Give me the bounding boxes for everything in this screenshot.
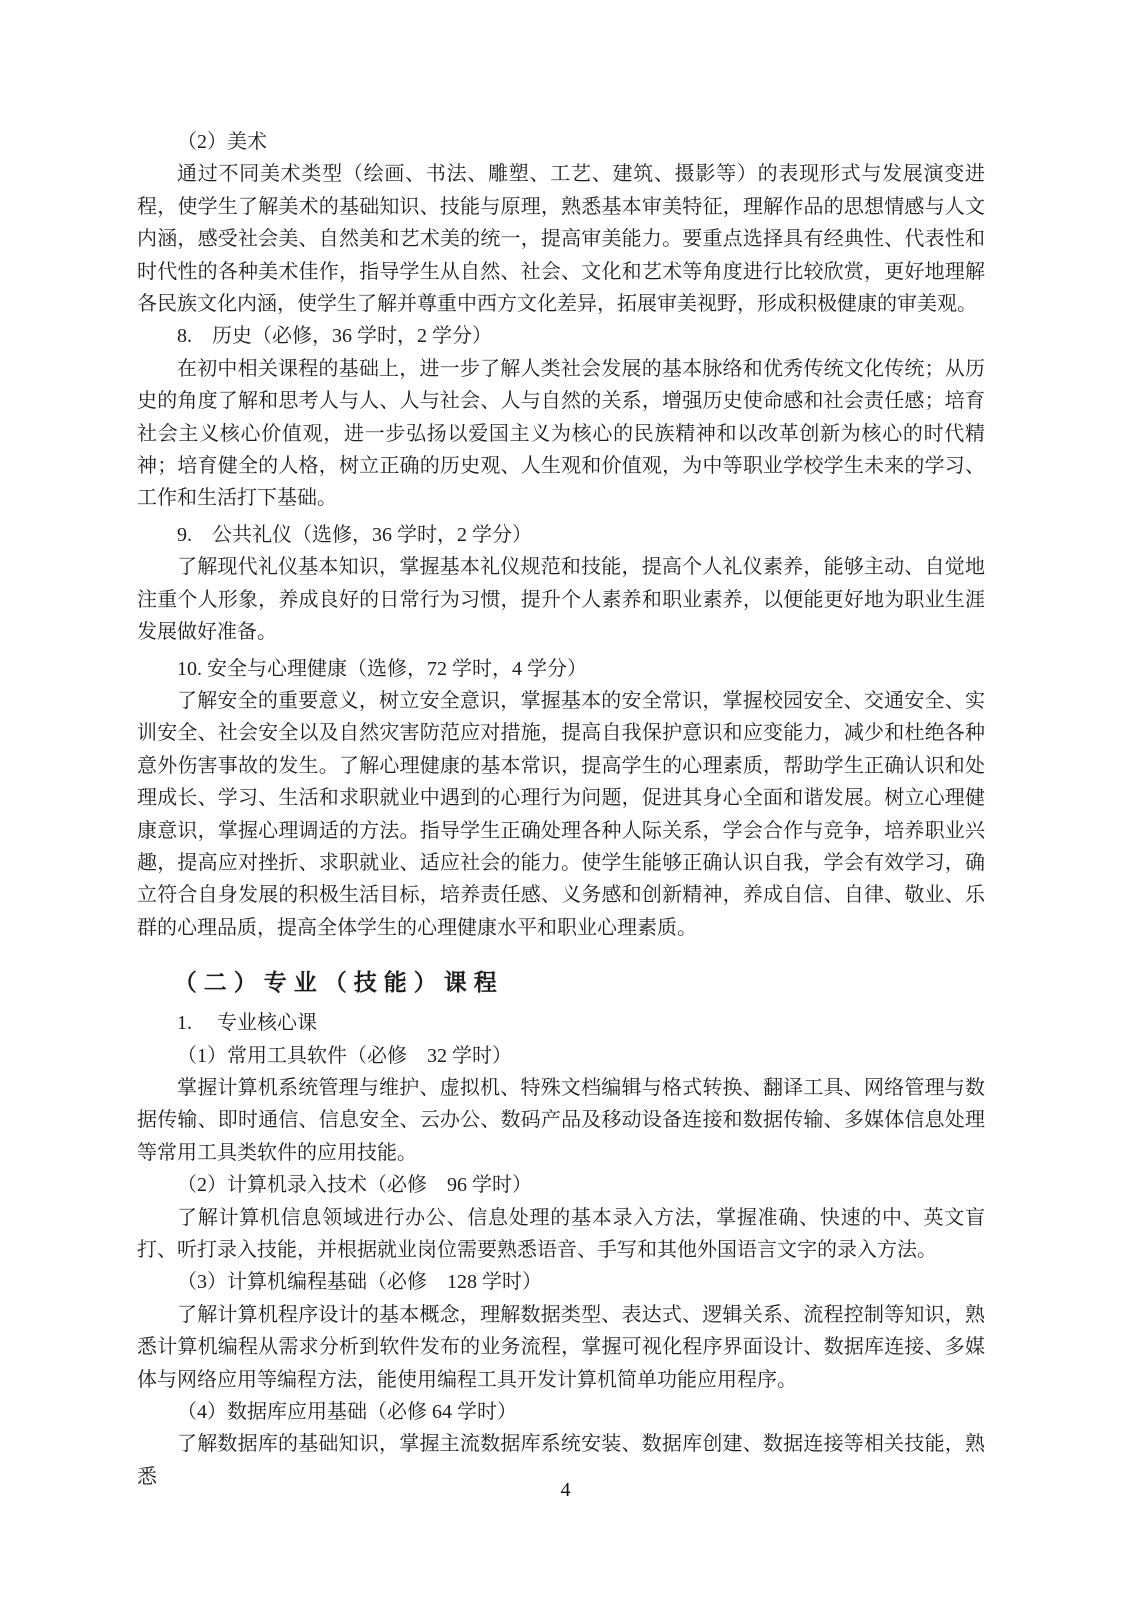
paragraph-database-basics: 了解数据库的基础知识，掌握主流数据库系统安装、数据库创建、数据连接等相关技能，熟悉 (137, 1433, 985, 1488)
heading-common-tool-software: （1）常用工具软件（必修 32 学时） (177, 1044, 512, 1067)
page-text-block (137, 126, 985, 1493)
paragraph-common-tool-software: 掌握计算机系统管理与维护、虚拟机、特殊文档编辑与格式转换、翻译工具、网络管理与数据传输、即时通信、信息安全、云办公、数码产品及移动设备连接和数据传输、多媒体信息处理等常用工具类软件的应用技能。 (137, 1076, 985, 1164)
heading-database-basics: （4）数据库应用基础（必修 64 学时） (177, 1401, 517, 1424)
paragraph-etiquette: 了解现代礼仪基本知识，掌握基本礼仪规范和技能，提高个人礼仪素养，能够主动、自觉地注重个人形象，养成良好的日常行为习惯，提升个人素养和职业素养，以便能更好地为职业生涯发展做好准备。 (137, 556, 985, 644)
paragraph-art: 通过不同美术类型（绘画、书法、雕塑、工艺、建筑、摄影等）的表现形式与发展演变进程，使学生了解美术的基础知识、技能与原理，熟悉基本审美特征，理解作品的思想情感与人文内涵，感受社会美、自然美和艺术美的统一，提高审美能力。要重点选择具有经典性、代表性和时代性的各种美术佳作，指导学生从自然、社会、文化和艺术等角度进行比较欣赏，更好地理解各民族文化内涵，使学生了解并尊重中西方文化差异，拓展审美视野，形成积极健康的审美观。 (137, 163, 985, 316)
heading-safety-mental-health: 10. 安全与心理健康（选修，72 学时，4 学分） (177, 657, 587, 680)
heading-programming-basics: （3）计算机编程基础（必修 128 学时） (177, 1271, 542, 1294)
paragraph-history: 在初中相关课程的基础上，进一步了解人类社会发展的基本脉络和优秀传统文化传统；从历史的角度了解和思考人与人、人与社会、人与自然的关系，增强历史使命感和社会责任感；培育社会主义核心价值观，进一步弘扬以爱国主义为核心的民族精神和以改革创新为核心的时代精神；培育健全的人格，树立正确的历史观、人生观和价值观，为中等职业学校学生未来的学习、工作和生活打下基础。 (137, 357, 985, 510)
heading-history: 8. 历史（必修，36 学时，2 学分） (177, 325, 492, 348)
paragraph-programming-basics: 了解计算机程序设计的基本概念，理解数据类型、表达式、逻辑关系、流程控制等知识，熟悉计算机编程从需求分析到软件发布的业务流程，掌握可视化程序界面设计、数据库连接、多媒体与网络应用等编程方法，能使用编程工具开发计算机简单功能应用程序。 (137, 1303, 985, 1391)
heading-computer-typing: （2）计算机录入技术（必修 96 学时） (177, 1174, 532, 1197)
heading-etiquette: 9. 公共礼仪（选修，36 学时，2 学分） (177, 523, 532, 546)
heading-core-courses: 1. 专业核心课 (177, 1012, 317, 1035)
paragraph-computer-typing: 了解计算机信息领域进行办公、信息处理的基本录入方法，掌握准确、快速的中、英文盲打、听打录入技能，并根据就业岗位需要熟悉语音、手写和其他外国语言文字的录入方法。 (137, 1206, 985, 1261)
section-heading-professional-skill-courses: （二）专业（技能）课程 (173, 970, 504, 996)
page-number: 4 (560, 1479, 571, 1501)
paragraph-safety-mental-health: 了解安全的重要意义，树立安全意识，掌握基本的安全常识，掌握校园安全、交通安全、实训安全、社会安全以及自然灾害防范应对措施，提高自我保护意识和应变能力，减少和杜绝各种意外伤害事故的发生。了解心理健康的基本常识，提高学生的心理素质，帮助学生正确认识和处理成长、学习、生活和求职就业中遇到的心理行为问题，促进其身心全面和谐发展。树立心理健康意识，掌握心理调适的方法。指导学生正确处理各种人际关系，学会合作与竞争，培养职业兴趣，提高应对挫折、求职就业、适应社会的能力。使学生能够正确认识自我，学会有效学习，确立符合自身发展的积极生活目标，培养责任感、义务感和创新精神，养成自信、自律、敬业、乐群的心理品质，提高全体学生的心理健康水平和职业心理素质。 (137, 689, 985, 939)
heading-art: （2）美术 (177, 131, 267, 153)
